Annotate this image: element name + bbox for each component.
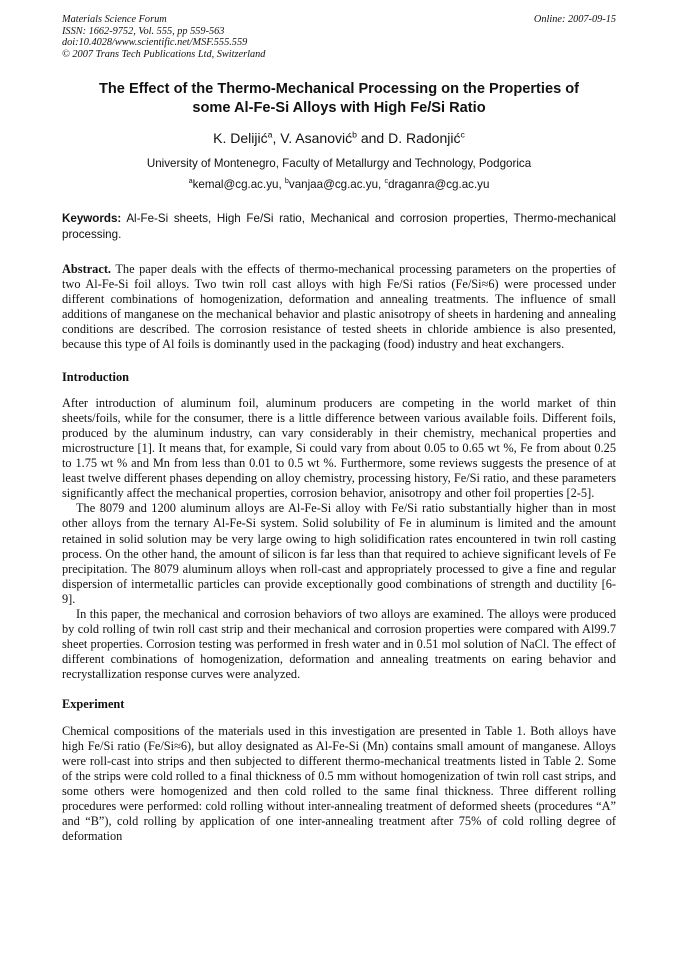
- email-3-mark: c: [384, 176, 389, 186]
- keywords-label: Keywords:: [62, 212, 122, 225]
- experiment-heading: Experiment: [62, 697, 125, 712]
- abstract-label: Abstract.: [62, 262, 112, 276]
- abstract-text: The paper deals with the effects of thermo-mechanical processing parameters on the properties of two Al-Fe-Si foil alloys. Two twin roll cast alloys with high Fe/Si ratios (Fe/Si≈6) were processed under different combinations of homogenization, deformation and annealing treatments. The influence of small additions of manganese on the mechanical behavior and plastic anisotropy of sheets in hardening and annealing conditions are described. The corrosion resistance of tested sheets in chloride ambience is also presented, because this type of Al foils is dominantly used in the packaging (food) industry and heat exchangers.: [62, 262, 616, 352]
- intro-paragraph-2: The 8079 and 1200 aluminum alloys are Al-Fe-Si alloy with Fe/Si ratio substantially higher than in most other alloys from the ternary Al-Fe-Si system. Solid solubility of Fe in aluminum is limited and the amount retained in solid solution may be very large owing to high solidification rates encountered in twin roll casting process. On the other hand, the amount of silicon is far less than that required to achieve significant levels of Fe precipitation. The 8079 aluminum alloys when roll-cast and appropriately processed to give a fine and regular dispersion of intermetallic particles can provide exceptionally good combinations of strength and ductility [6-9].: [62, 501, 616, 606]
- intro-paragraph-1: After introduction of aluminum foil, aluminum producers are competing in the world market of thin sheets/foils, while for the consumer, there is a little difference between various available foils. Different foils, produced by the aluminum industry, can vary considerably in their chemistry, mechanical properties and microstructure [1]. It means that, for example, Si could vary from about 0.05 to 0.65 wt %, Fe from about 0.25 to 1.75 wt % and Mn from less than 0.01 to 0.5 wt %. Furthermore, some reviews suggests the presence of at least twelve different phases depending on alloy chemistry, processing history, Fe/Si ratio, and these parameters significantly affect the mechanical properties, corrosion behavior, anisotropy and other foil properties [2-5].: [62, 395, 616, 501]
- affiliation: University of Montenegro, Faculty of Metallurgy and Technology, Podgorica: [146, 157, 532, 170]
- journal-name: Materials Science Forum: [62, 14, 167, 25]
- title-line-2: some Al-Fe-Si Alloys with High Fe/Si Ratio: [192, 100, 486, 116]
- author-2-mark: b: [352, 129, 357, 140]
- doi-line: doi:10.4028/www.scientific.net/MSF.555.559: [62, 37, 248, 49]
- issn-line: ISSN: 1662-9752, Vol. 555, pp 559-563: [62, 25, 225, 37]
- author-3: and D. Radonjić: [356, 130, 461, 146]
- author-1: K. Delijić: [213, 130, 268, 146]
- email-3: draganra@cg.ac.yu: [388, 178, 490, 191]
- author-list: [62, 130, 616, 146]
- author-1-mark: a: [267, 129, 273, 140]
- author-emails: [62, 178, 616, 191]
- introduction-heading: Introduction: [62, 369, 129, 384]
- journal-header: [62, 14, 616, 60]
- title-line-1: The Effect of the Thermo-Mechanical Processing on the Properties of: [98, 81, 580, 97]
- keywords-text: Al-Fe-Si sheets, High Fe/Si ratio, Mechanical and corrosion properties, Thermo-mechanical processing.: [62, 212, 616, 241]
- intro-paragraph-3: In this paper, the mechanical and corrosion behaviors of two alloys are examined. The alloys were produced by cold rolling of twin roll cast strip and their mechanical and corrosion properties were compared with Al99.7 sheet properties. Corrosion testing was performed in fresh water and in 0.51 mol solution of NaCl. The effect of different combinations of homogenization, deformation and annealing treatments on earing behavior and recrystallization response curves were analyzed.: [62, 606, 616, 682]
- abstract: [62, 262, 616, 353]
- author-3-mark: c: [460, 129, 465, 140]
- copyright-line: © 2007 Trans Tech Publications Ltd, Switzerland: [62, 48, 266, 60]
- email-2-mark: b: [284, 176, 289, 186]
- author-2: , V. Asanović: [272, 130, 353, 146]
- experiment-paragraph-1: Chemical compositions of the materials used in this investigation are presented in Table 1. Both alloys have high Fe/Si ratio (Fe/Si≈6), but alloy designated as Al-Fe-Si (Mn) contains small amount of manganese. Alloys were roll-cast into strips and then subjected to different thermo-mechanical treatments listed in Table 2. Some of the strips were cold rolled to a final thickness of 0.5 mm without homogenization of twin roll cast strips, and some others were homogenized and then cold rolled to the same final thickness. Three different rolling procedures were performed: cold rolling without inter-annealing treatment of deformed sheets (procedures “A” and “B”), cold rolling by application of one inter-annealing treatment after 75% of cold rolling degree of deformation: [62, 723, 616, 844]
- online-date: Online: 2007-09-15: [533, 14, 616, 25]
- email-1-mark: a: [188, 176, 193, 186]
- email-1: kemal@cg.ac.yu,: [192, 178, 285, 191]
- email-2: vanjaa@cg.ac.yu,: [288, 178, 385, 191]
- paper-title: [62, 80, 616, 118]
- paper-body: [62, 262, 616, 844]
- keywords-block: [62, 211, 616, 243]
